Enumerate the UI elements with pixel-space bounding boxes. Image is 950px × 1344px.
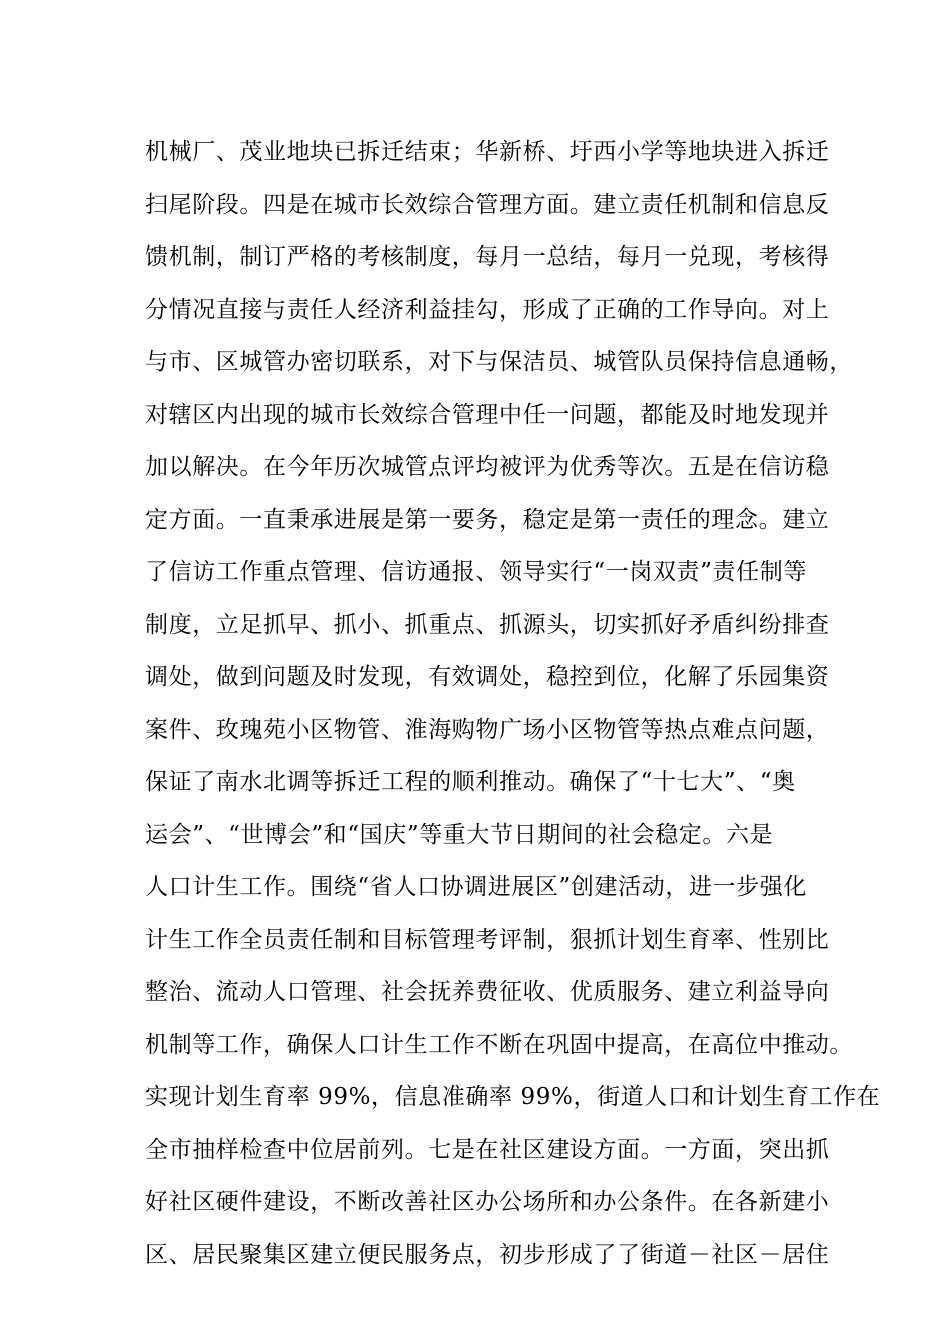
body-text — [145, 126, 881, 1281]
text-line: 保证了南水北调等拆迁工程的顺利推动。确保了“十七大”、“奥 — [145, 769, 796, 795]
text-line: 加以解决。在今年历次城管点评均被评为优秀等次。五是在信访稳 — [145, 454, 830, 480]
text-line: 好社区硬件建设，不断改善社区办公场所和办公条件。在各新建小 — [145, 1189, 830, 1215]
text-line: 机制等工作，确保人口计生工作不断在巩固中提高，在高位中推动。 — [145, 1031, 853, 1058]
text-line: 区、居民聚集区建立便民服务点，初步形成了了街道－社区－居住 — [145, 1241, 830, 1268]
text-line: 调处，做到问题及时发现，有效调处，稳控到位，化解了乐园集资 — [145, 664, 830, 690]
text-line: 扫尾阶段。四是在城市长效综合管理方面。建立责任机制和信息反 — [145, 191, 830, 218]
text-line: 全市抽样检查中位居前列。七是在社区建设方面。一方面，突出抓 — [145, 1136, 830, 1163]
text-line: 馈机制，制订严格的考核制度，每月一总结，每月一兑现，考核得 — [145, 244, 830, 270]
text-line: 机械厂、茂业地块已拆迁结束；华新桥、圩西小学等地块进入拆迁 — [145, 139, 830, 165]
text-line: 案件、玫瑰苑小区物管、淮海购物广场小区物管等热点难点问题， — [145, 716, 830, 743]
text-line: 运会”、“世博会”和“国庆”等重大节日期间的社会稳定。六是 — [145, 821, 774, 848]
text-line: 实现计划生育率 99%，信息准确率 99%，街道人口和计划生育工作在 — [145, 1084, 881, 1110]
text-line: 制度，立足抓早、抓小、抓重点、抓源头，切实抓好矛盾纠纷排查 — [145, 611, 830, 638]
text-line: 人口计生工作。围绕“省人口协调进展区”创建活动，进一步强化 — [145, 874, 807, 900]
text-line: 整治、流动人口管理、社会抚养费征收、优质服务、建立利益导向 — [145, 979, 830, 1005]
text-line: 与市、区城管办密切联系，对下与保洁员、城管队员保持信息通畅， — [145, 349, 853, 375]
text-line: 对辖区内出现的城市长效综合管理中任一问题，都能及时地发现并 — [145, 401, 830, 428]
text-line: 了信访工作重点管理、信访通报、领导实行“一岗双责”责任制等 — [145, 559, 807, 585]
text-line: 计生工作全员责任制和目标管理考评制，狠抓计划生育率、性别比 — [145, 926, 830, 953]
text-line: 定方面。一直秉承进展是第一要务，稳定是第一责任的理念。建立 — [145, 506, 830, 533]
text-line: 分情况直接与责任人经济利益挂勾，形成了正确的工作导向。对上 — [145, 296, 830, 323]
